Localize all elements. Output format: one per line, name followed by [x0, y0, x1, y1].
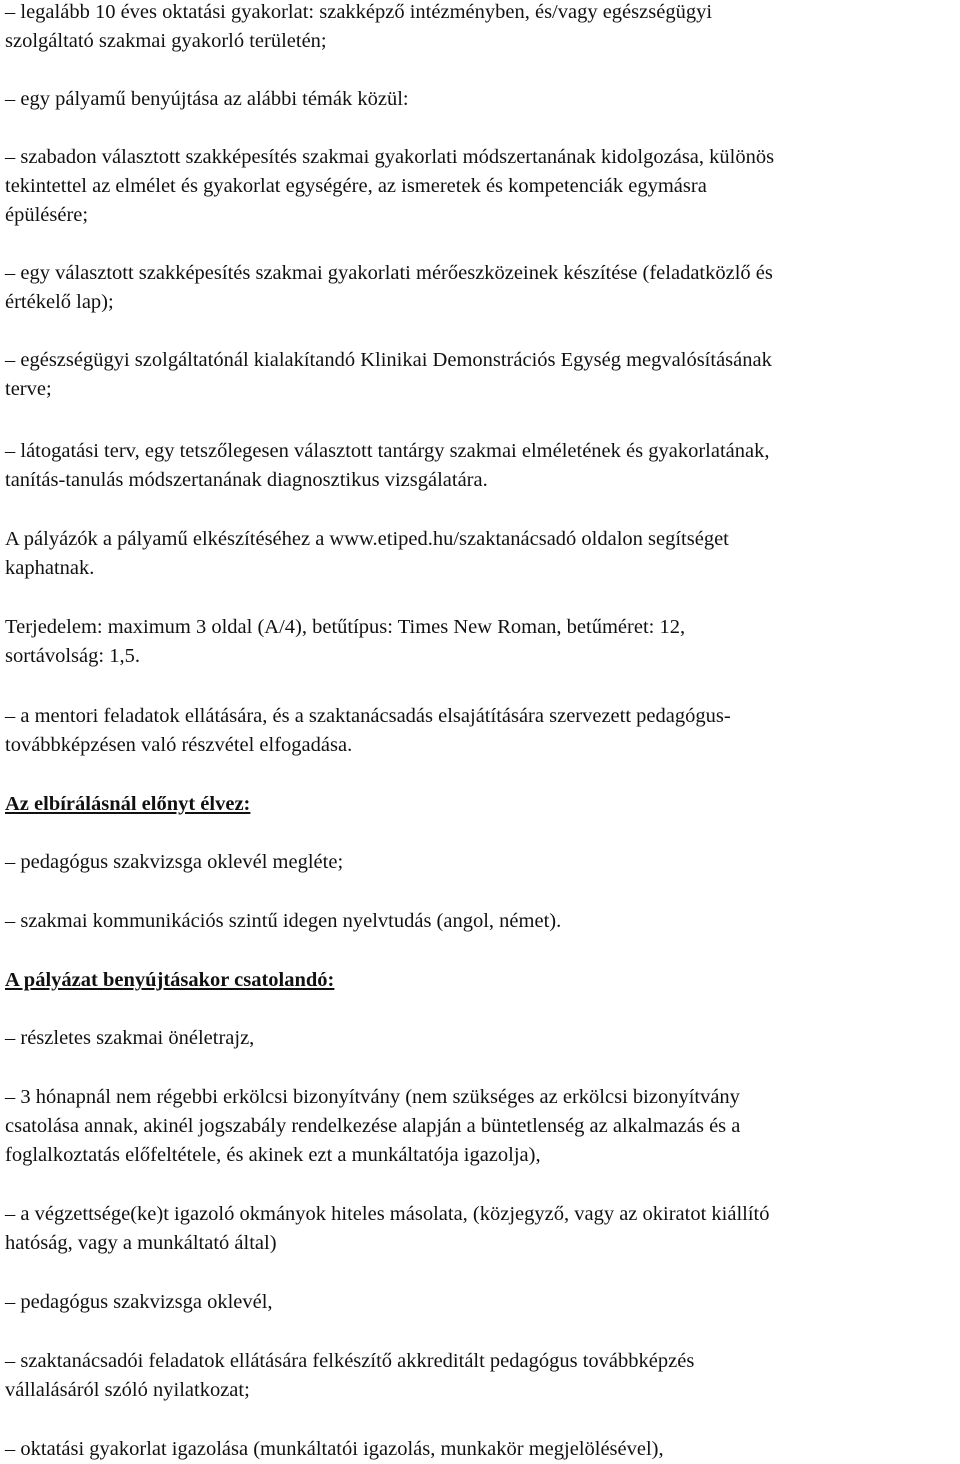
requirement-mentor-training: – a mentori feladatok ellátására, és a szaktanácsadás elsajátítására szervezett pedagógus- továbbképzésen való részvétel elfogadása. — [5, 705, 731, 756]
topic-methodology: – szabadon választott szakképesítés szakmai gyakorlati módszertanának kidolgozása, különös tekintettel az elmélet és gyakorlat egységére, az ismeretek és kompetenciák egymásra épülésére; — [5, 146, 775, 226]
length-note: Terjedelem: maximum 3 oldal (A/4), betűtípus: Times New Roman, betűméret: 12, sortávolság: 1,5. — [5, 616, 686, 667]
attachment-diploma-copies: – a végzettsége(ke)t igazoló okmányok hiteles másolata, (közjegyző, vagy az okiratot kiállító hatóság, vagy a munkáltató által) — [5, 1203, 770, 1254]
attachment-exam-diploma: – pedagógus szakvizsga oklevél, — [5, 1291, 273, 1313]
section-heading-advantages: Az elbírálásnál előnyt élvez: — [5, 793, 251, 815]
requirement-submission: – egy pályamű benyújtása az alábbi témák közül: — [5, 88, 409, 110]
topic-clinical-unit: – egészségügyi szolgáltatónál kialakítandó Klinikai Demonstrációs Egység megvalósításának terve; — [5, 349, 772, 400]
topic-measurement-tools: – egy választott szakképesítés szakmai gyakorlati mérőeszközeinek készítése (feladatközlő és értékelő lap); — [5, 262, 773, 313]
topic-visit-plan: – látogatási terv, egy tetszőlegesen választott tantárgy szakmai elméletének és gyakorlatának, tanítás-tanulás módszertanának diagnosztikus vizsgálatára. — [5, 440, 770, 491]
advantage-language: – szakmai kommunikációs szintű idegen nyelvtudás (angol, német). — [5, 910, 562, 932]
attachment-practice-proof: – oktatási gyakorlat igazolása (munkáltatói igazolás, munkakör megjelölésével), — [5, 1438, 664, 1460]
section-heading-attachments: A pályázat benyújtásakor csatolandó: — [5, 969, 335, 991]
advantage-exam-diploma: – pedagógus szakvizsga oklevél megléte; — [5, 851, 344, 873]
attachment-certificate: – 3 hónapnál nem régebbi erkölcsi bizonyítvány (nem szükséges az erkölcsi bizonyítvány csatolása annak, akinél jogszabály rendelkezése alapján a büntetlenség az alkalmazás és a foglalkoztatás előfeltétele, és akinek ezt a munkáltatója igazolja), — [5, 1086, 741, 1166]
requirement-teaching-experience: – legalább 10 éves oktatási gyakorlat: szakképző intézményben, és/vagy egészségügyi szolgáltató szakmai gyakorló területén; — [5, 1, 713, 52]
help-note: A pályázók a pályamű elkészítéséhez a www.etiped.hu/szaktanácsadó oldalon segítséget kaphatnak. — [5, 528, 729, 579]
attachment-cv: – részletes szakmai önéletrajz, — [5, 1027, 255, 1049]
attachment-declaration: – szaktanácsadói feladatok ellátására felkészítő akkreditált pedagógus továbbképzés vállalásáról szóló nyilatkozat; — [5, 1350, 695, 1401]
